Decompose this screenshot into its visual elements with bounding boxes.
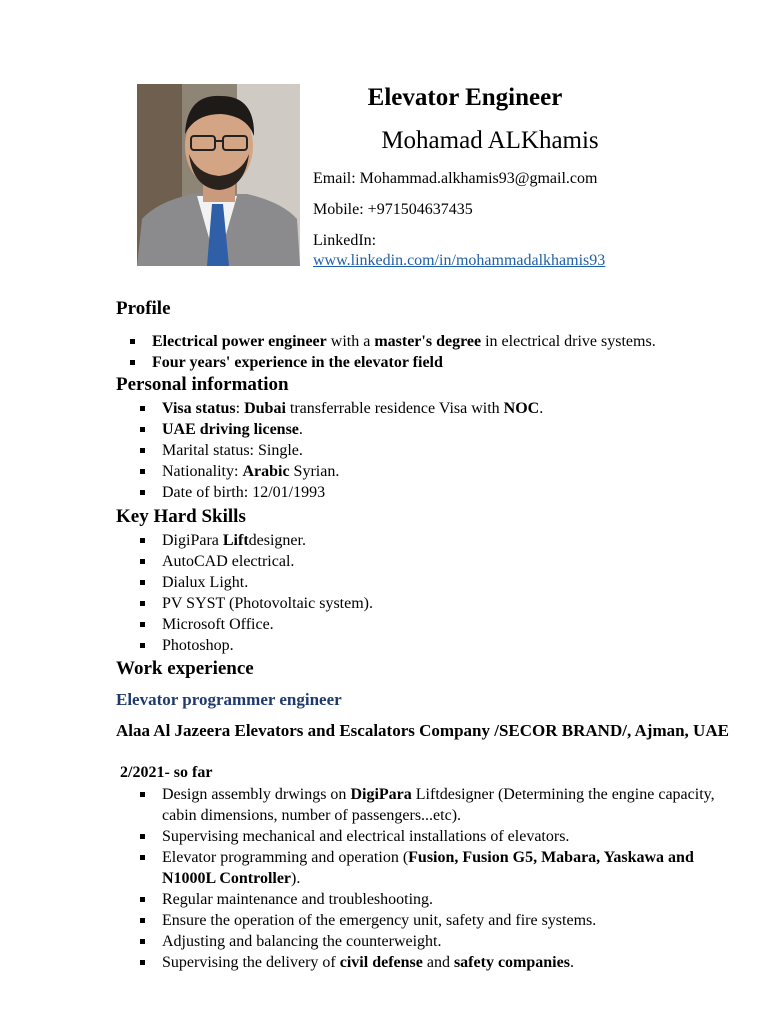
list-item <box>162 398 543 419</box>
list-item <box>162 593 373 614</box>
text: : <box>235 400 245 417</box>
text: Date of birth: 12/01/1993 <box>162 484 326 501</box>
company-name: Alaa Al Jazeera Elevators and Escalators Company /SECOR BRAND/, Ajman, UAE <box>116 721 729 740</box>
bold-text: Visa status <box>162 400 236 417</box>
text: Dialux Light. <box>162 574 249 591</box>
text: with a <box>326 333 375 350</box>
work-duties-list <box>162 784 732 973</box>
person-portrait-icon <box>137 84 300 266</box>
bold-text: Lift <box>222 532 249 549</box>
list-item <box>162 847 732 889</box>
text: Supervising the delivery of <box>162 954 340 971</box>
list-item <box>162 482 543 503</box>
skills-list <box>162 530 373 656</box>
section-heading-skills: Key Hard Skills <box>116 506 246 527</box>
text: ). <box>291 870 301 887</box>
list-item <box>162 419 543 440</box>
bold-text: Arabic <box>242 463 290 480</box>
text: Ensure the operation of the emergency unit, safety and fire systems. <box>162 912 597 929</box>
employment-period: 2/2021- so far <box>120 764 213 781</box>
text: transferrable residence Visa with <box>285 400 504 417</box>
text: . <box>539 400 544 417</box>
bold-text: safety companies <box>453 954 570 971</box>
text: Syrian. <box>289 463 340 480</box>
bold-text: UAE driving license <box>162 421 299 438</box>
section-heading-profile: Profile <box>116 298 171 319</box>
list-item <box>162 635 373 656</box>
bold-text: Electrical power engineer <box>152 333 327 350</box>
bold-text: Fusion, Fusion G5, Mabara, Yaskawa and N1000L Controller <box>162 849 694 887</box>
bold-text: DigiPara <box>350 786 412 803</box>
text: . <box>569 954 574 971</box>
list-item <box>162 826 732 847</box>
text: Microsoft Office. <box>162 616 274 633</box>
job-title: Elevator Engineer <box>367 84 563 111</box>
bold-text: master's degree <box>374 333 482 350</box>
candidate-name: Mohamad ALKhamis <box>381 127 599 154</box>
list-item <box>162 614 373 635</box>
text: designer. <box>248 532 306 549</box>
list-item <box>162 530 373 551</box>
list-item <box>152 331 656 352</box>
text: DigiPara <box>162 532 223 549</box>
text: Marital status: Single. <box>162 442 303 459</box>
bold-text: Dubai <box>244 400 286 417</box>
list-item <box>162 910 732 931</box>
text: Design assembly drwings on <box>162 786 351 803</box>
bold-text: NOC <box>503 400 540 417</box>
linkedin-link[interactable]: www.linkedin.com/in/mohammadalkhamis93 <box>313 252 606 269</box>
text: Regular maintenance and troubleshooting. <box>162 891 434 908</box>
list-item <box>152 352 656 373</box>
bold-text: Four years' experience in the elevator field <box>152 354 443 371</box>
linkedin-label: LinkedIn: <box>313 232 377 249</box>
job-role: Elevator programmer engineer <box>116 690 342 709</box>
section-heading-personal: Personal information <box>116 374 289 395</box>
profile-photo <box>137 84 300 266</box>
personal-info-list <box>162 398 543 503</box>
text: Elevator programming and operation ( <box>162 849 409 866</box>
list-item <box>162 889 732 910</box>
mobile-line: Mobile: +971504637435 <box>313 201 473 218</box>
list-item <box>162 952 732 973</box>
list-item <box>162 931 732 952</box>
text: Nationality: <box>162 463 243 480</box>
text: AutoCAD electrical. <box>162 553 295 570</box>
list-item <box>162 572 373 593</box>
list-item <box>162 551 373 572</box>
email-line: Email: Mohammad.alkhamis93@gmail.com <box>313 170 598 187</box>
list-item <box>162 440 543 461</box>
list-item <box>162 461 543 482</box>
text: . <box>298 421 303 438</box>
text: PV SYST (Photovoltaic system). <box>162 595 373 612</box>
text: in electrical drive systems. <box>481 333 656 350</box>
text: Supervising mechanical and electrical installations of elevators. <box>162 828 570 845</box>
bold-text: civil defense <box>339 954 423 971</box>
profile-list <box>152 331 656 373</box>
text: Photoshop. <box>162 637 234 654</box>
text: Liftdesigner (Determining the engine capacity, cabin dimensions, number of passengers...etc). <box>162 786 715 824</box>
section-heading-work: Work experience <box>116 658 254 679</box>
list-item <box>162 784 732 826</box>
text: and <box>422 954 454 971</box>
text: Adjusting and balancing the counterweight. <box>162 933 442 950</box>
